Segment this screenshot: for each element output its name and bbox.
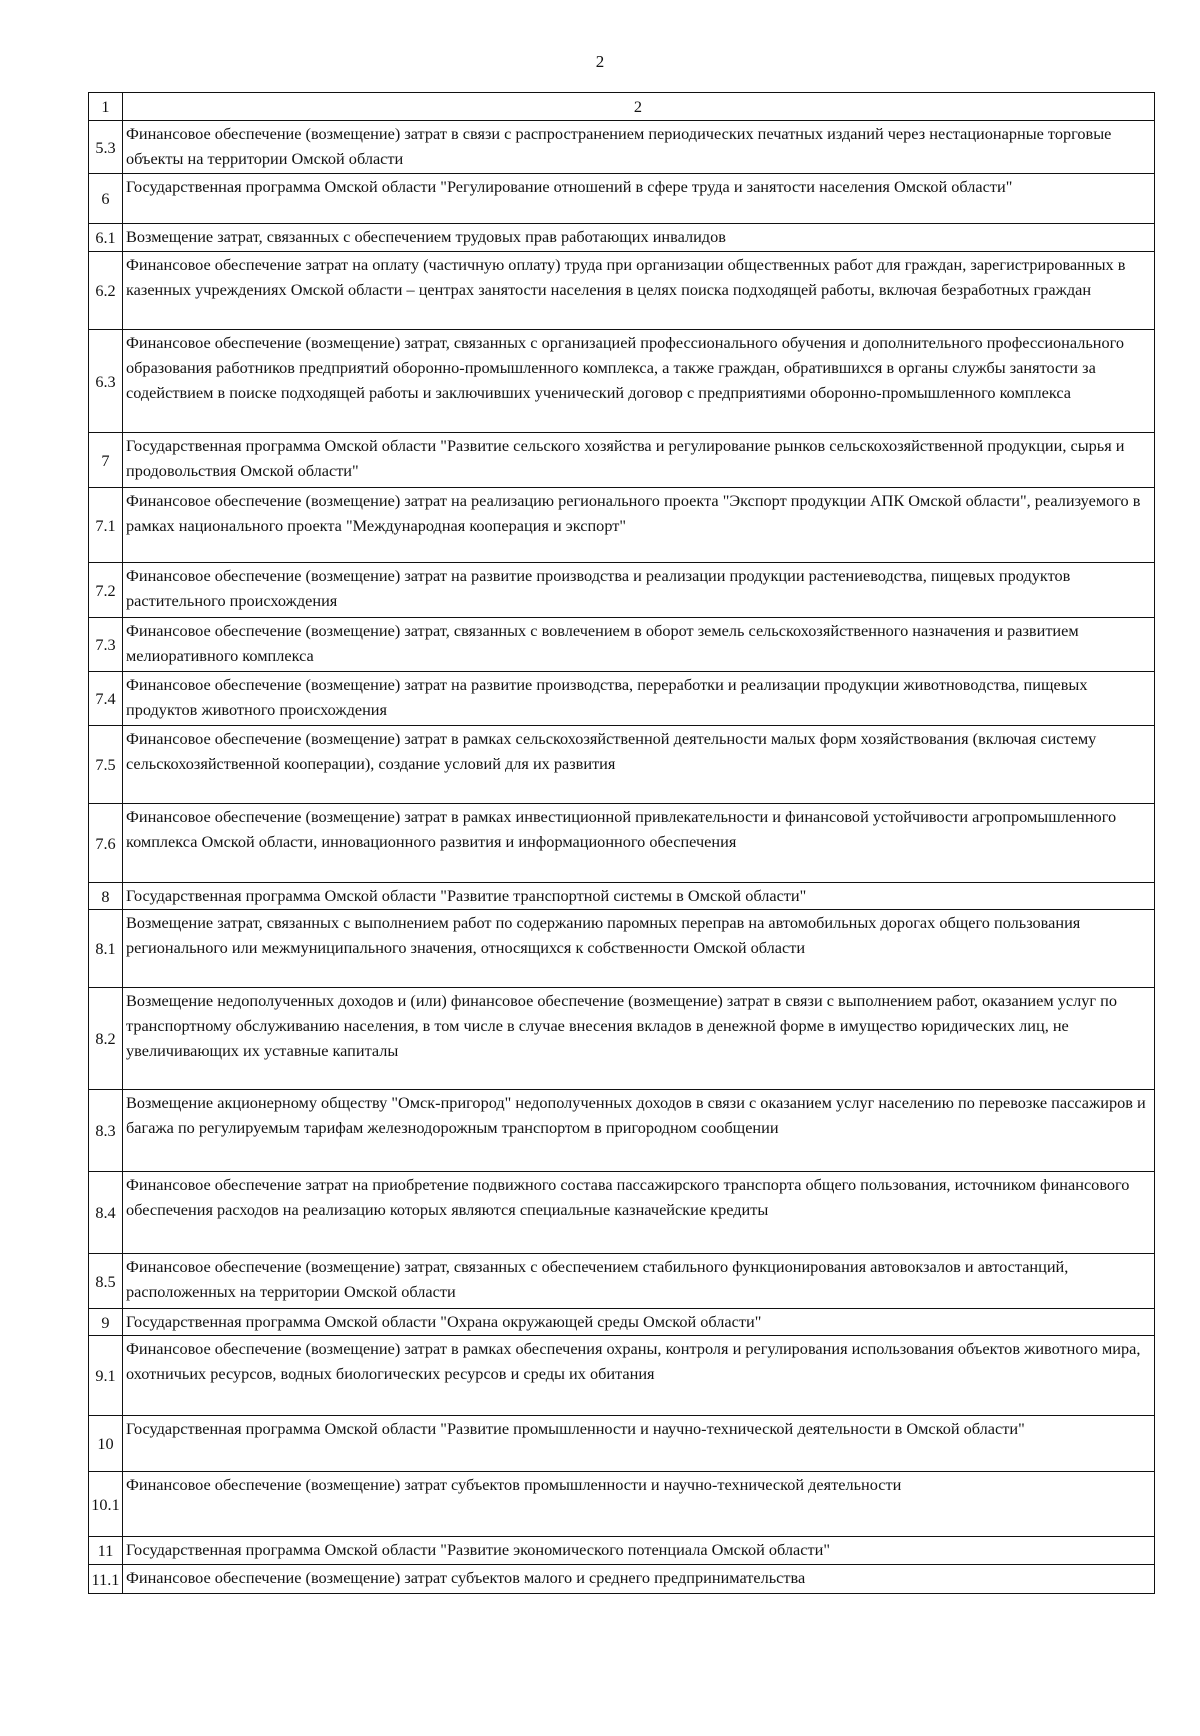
- row-text: Финансовое обеспечение (возмещение) затрат в рамках инвестиционной привлекательности и финансовой устойчивости агропромышленного комплекса Омской области, инновационного развития и информационного обеспечения: [123, 804, 1155, 883]
- row-text: Возмещение акционерному обществу "Омск-пригород" недополученных доходов в связи с оказанием услуг населению по перевозке пассажиров и багажа по регулируемым тарифам железнодорожным транспортом в пригородном сообщении: [123, 1090, 1155, 1172]
- row-number: 6.2: [89, 252, 123, 330]
- row-text: Финансовое обеспечение (возмещение) затрат в связи с распространением периодических печатных изданий через нестационарные торговые объекты на территории Омской области: [123, 121, 1155, 174]
- row-number: 7.1: [89, 488, 123, 563]
- row-text: Государственная программа Омской области "Развитие сельского хозяйства и регулирование рынков сельскохозяйственной продукции, сырья и продовольствия Омской области": [123, 433, 1155, 488]
- row-text: Финансовое обеспечение затрат на оплату (частичную оплату) труда при организации общественных работ для граждан, зарегистрированных в казенных учреждениях Омской области – центрах занятости населения в целях поиска подходящей работы, включая безработных граждан: [123, 252, 1155, 330]
- row-text: Возмещение недополученных доходов и (или) финансовое обеспечение (возмещение) затрат в связи с выполнением работ, оказанием услуг по транспортному обслуживанию населения, в том числе в случае внесения вкладов в денежной форме в имущество юридических лиц, не увеличивающих их уставные капиталы: [123, 988, 1155, 1090]
- row-number: 7.4: [89, 672, 123, 726]
- row-text: Возмещение затрат, связанных с обеспечением трудовых прав работающих инвалидов: [123, 224, 1155, 252]
- row-number: 8.3: [89, 1090, 123, 1172]
- table-row: [89, 1472, 1155, 1537]
- row-text: Государственная программа Омской области "Регулирование отношений в сфере труда и занятости населения Омской области": [123, 174, 1155, 224]
- subsidy-table: [88, 92, 1155, 1594]
- table-row: [89, 252, 1155, 330]
- row-number: 8.4: [89, 1172, 123, 1254]
- table-row: [89, 1172, 1155, 1254]
- row-text: Возмещение затрат, связанных с выполнением работ по содержанию паромных переправ на автомобильных дорогах общего пользования регионального или межмуниципального значения, относящихся к собственности Омской области: [123, 910, 1155, 988]
- header-cell-2: 2: [123, 93, 1155, 121]
- row-text: Финансовое обеспечение (возмещение) затрат в рамках обеспечения охраны, контроля и регулирования использования объектов животного мира, охотничьих ресурсов, водных биологических ресурсов и среды их обитания: [123, 1336, 1155, 1416]
- table-row: [89, 174, 1155, 224]
- row-text: Финансовое обеспечение (возмещение) затрат, связанных с обеспечением стабильного функционирования автовокзалов и автостанций, расположенных на территории Омской области: [123, 1254, 1155, 1309]
- row-text: Финансовое обеспечение (возмещение) затрат в рамках сельскохозяйственной деятельности малых форм хозяйствования (включая систему сельскохозяйственной кооперации), создание условий для их развития: [123, 726, 1155, 804]
- row-text: Финансовое обеспечение (возмещение) затрат субъектов малого и среднего предпринимательства: [123, 1565, 1155, 1594]
- table-header-row: [89, 93, 1155, 121]
- row-number: 6.3: [89, 330, 123, 433]
- row-text: Финансовое обеспечение (возмещение) затрат субъектов промышленности и научно-технической деятельности: [123, 1472, 1155, 1537]
- row-number: 11.1: [89, 1565, 123, 1594]
- row-text: Государственная программа Омской области "Развитие экономического потенциала Омской области": [123, 1537, 1155, 1565]
- header-cell-1: 1: [89, 93, 123, 121]
- table-row: [89, 1537, 1155, 1565]
- table-row: [89, 618, 1155, 672]
- row-text: Финансовое обеспечение затрат на приобретение подвижного состава пассажирского транспорта общего пользования, источником финансового обеспечения расходов на реализацию которых являются специальные казначейские кредиты: [123, 1172, 1155, 1254]
- table-row: [89, 1416, 1155, 1472]
- table-row: [89, 988, 1155, 1090]
- row-number: 8.2: [89, 988, 123, 1090]
- row-number: 5.3: [89, 121, 123, 174]
- row-number: 7: [89, 433, 123, 488]
- table-row: [89, 433, 1155, 488]
- row-text: Государственная программа Омской области "Развитие промышленности и научно-технической деятельности в Омской области": [123, 1416, 1155, 1472]
- table-row: [89, 1090, 1155, 1172]
- table-row: [89, 224, 1155, 252]
- row-number: 11: [89, 1537, 123, 1565]
- table-row: [89, 910, 1155, 988]
- row-number: 7.2: [89, 563, 123, 618]
- row-number: 10: [89, 1416, 123, 1472]
- row-text: Государственная программа Омской области "Развитие транспортной системы в Омской области": [123, 883, 1155, 910]
- table-row: [89, 804, 1155, 883]
- row-text: Финансовое обеспечение (возмещение) затрат на реализацию регионального проекта "Экспорт продукции АПК Омской области", реализуемого в рамках национального проекта "Международная кооперация и экспорт": [123, 488, 1155, 563]
- table-row: [89, 563, 1155, 618]
- row-text: Финансовое обеспечение (возмещение) затрат на развитие производства и реализации продукции растениеводства, пищевых продуктов растительного происхождения: [123, 563, 1155, 618]
- table-row: [89, 121, 1155, 174]
- row-number: 6: [89, 174, 123, 224]
- row-number: 8: [89, 883, 123, 910]
- table-row: [89, 726, 1155, 804]
- row-text: Финансовое обеспечение (возмещение) затрат на развитие производства, переработки и реализации продукции животноводства, пищевых продуктов животного происхождения: [123, 672, 1155, 726]
- table-row: [89, 330, 1155, 433]
- row-number: 10.1: [89, 1472, 123, 1537]
- row-number: 7.6: [89, 804, 123, 883]
- table-row: [89, 1254, 1155, 1309]
- row-text: Финансовое обеспечение (возмещение) затрат, связанных с организацией профессионального обучения и дополнительного профессионального образования работников предприятий оборонно-промышленного комплекса, а также граждан, обратившихся в органы службы занятости за содействием в поиске подходящей работы и заключивших ученический договор с предприятиями оборонно-промышленного комплекса: [123, 330, 1155, 433]
- table-row: [89, 883, 1155, 910]
- table-row: [89, 1565, 1155, 1594]
- row-text: Финансовое обеспечение (возмещение) затрат, связанных с вовлечением в оборот земель сельскохозяйственного назначения и развитием мелиоративного комплекса: [123, 618, 1155, 672]
- row-number: 7.3: [89, 618, 123, 672]
- row-number: 6.1: [89, 224, 123, 252]
- row-text: Государственная программа Омской области "Охрана окружающей среды Омской области": [123, 1309, 1155, 1336]
- table-row: [89, 488, 1155, 563]
- table-row: [89, 1309, 1155, 1336]
- page-number: 2: [595, 52, 605, 71]
- table-row: [89, 672, 1155, 726]
- row-number: 8.1: [89, 910, 123, 988]
- row-number: 9: [89, 1309, 123, 1336]
- row-number: 7.5: [89, 726, 123, 804]
- row-number: 8.5: [89, 1254, 123, 1309]
- table-row: [89, 1336, 1155, 1416]
- row-number: 9.1: [89, 1336, 123, 1416]
